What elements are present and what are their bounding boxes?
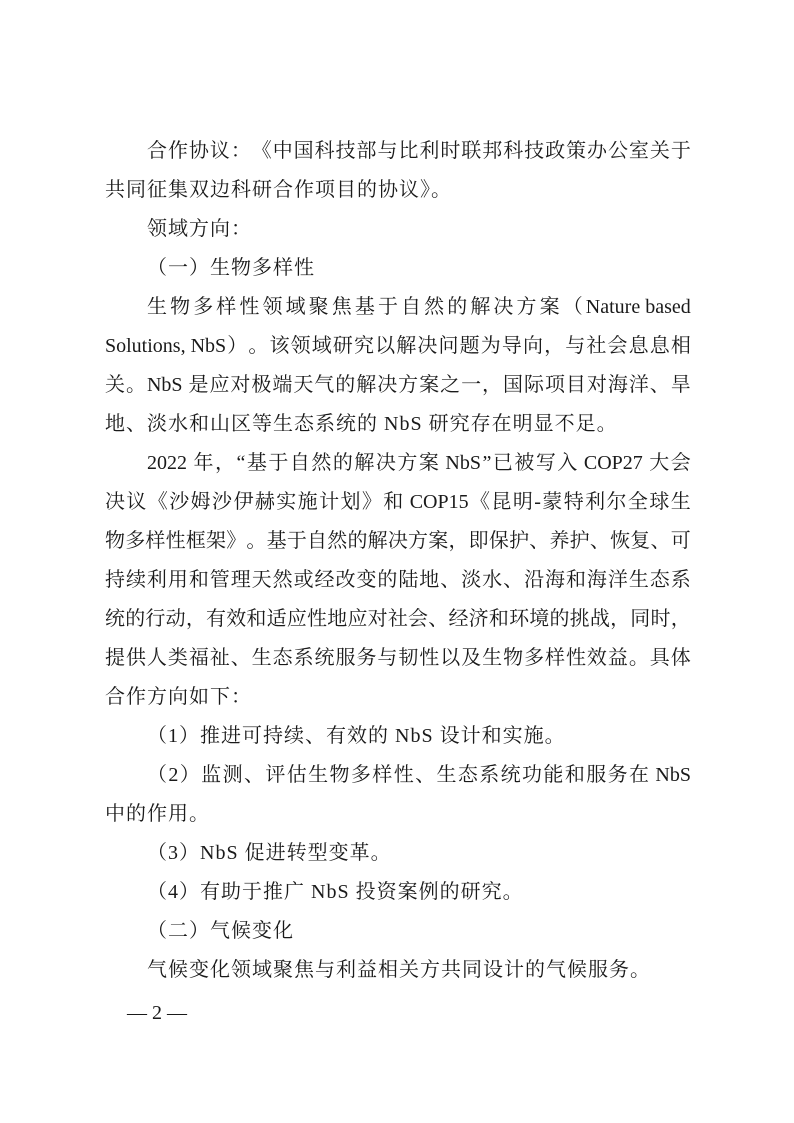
text-line: （4）有助于推广 NbS 投资案例的研究。 <box>147 881 524 903</box>
text-line: （3）NbS 促进转型变革。 <box>147 842 392 864</box>
text-line: （ 2 ） 监 测 、 评 估 生 物 多 样 性 、 生 态 系 统 功 能 和 服 务 在 NbS <box>147 764 691 786</box>
text-line: Solutions, NbS ） 。 该 领 域 研 究 以 解 决 问 题 为 导 向 ， 与 社 会 息 息 相 <box>105 335 691 357</box>
document-body <box>105 132 691 990</box>
text-line: （二）气候变化 <box>147 920 294 942</box>
text-line: 关 。 NbS 是 应 对 极 端 天 气 的 解 决 方 案 之 一 ， 国 际 项 目 对 海 洋 、 旱 <box>105 374 691 396</box>
text-line: 气候变化领域聚焦与利益相关方共同设计的气候服务。 <box>147 959 651 981</box>
text-line: 持 续 利 用 和 管 理 天 然 或 经 改 变 的 陆 地 、 淡 水 、 沿 海 和 海 洋 生 态 系 <box>105 569 691 591</box>
page-number: — 2 — <box>127 1002 187 1024</box>
text-line: 领域方向： <box>147 218 252 240</box>
text-line: （一）生物多样性 <box>147 257 315 279</box>
text-line: 地、淡水和山区等生态系统的 NbS 研究存在明显不足。 <box>105 413 618 435</box>
text-line: 合作方向如下： <box>105 686 252 708</box>
text-line: 合 作 协 议 ： 《 中 国 科 技 部 与 比 利 时 联 邦 科 技 政 策 办 公 室 关 于 <box>147 140 691 162</box>
text-line: 决 议 《 沙 姆 沙 伊 赫 实 施 计 划 》 和 COP15 《 昆 明 - 蒙 特 利 尔 全 球 生 <box>105 491 691 513</box>
text-line: 生 物 多 样 性 领 域 聚 焦 基 于 自 然 的 解 决 方 案 （ Nature based <box>147 296 691 318</box>
text-line: 统 的 行 动 ， 有 效 和 适 应 性 地 应 对 社 会 、 经 济 和 环 境 的 挑 战 ， 同 时 ， <box>105 608 691 630</box>
text-line: 2022 年 ， “ 基 于 自 然 的 解 决 方 案 NbS ” 已 被 写 入 COP27 大 会 <box>147 452 691 474</box>
text-line: 共同征集双边科研合作项目的协议》。 <box>105 179 452 201</box>
text-line: 中的作用。 <box>105 803 210 825</box>
text-line: 物 多 样 性 框 架 》 。 基 于 自 然 的 解 决 方 案 ， 即 保 护 、 养 护 、 恢 复 、 可 <box>105 530 691 552</box>
text-line: （1）推进可持续、有效的 NbS 设计和实施。 <box>147 725 566 747</box>
text-line: 提 供 人 类 福 祉 、 生 态 系 统 服 务 与 韧 性 以 及 生 物 多 样 性 效 益 。 具 体 <box>105 647 691 669</box>
